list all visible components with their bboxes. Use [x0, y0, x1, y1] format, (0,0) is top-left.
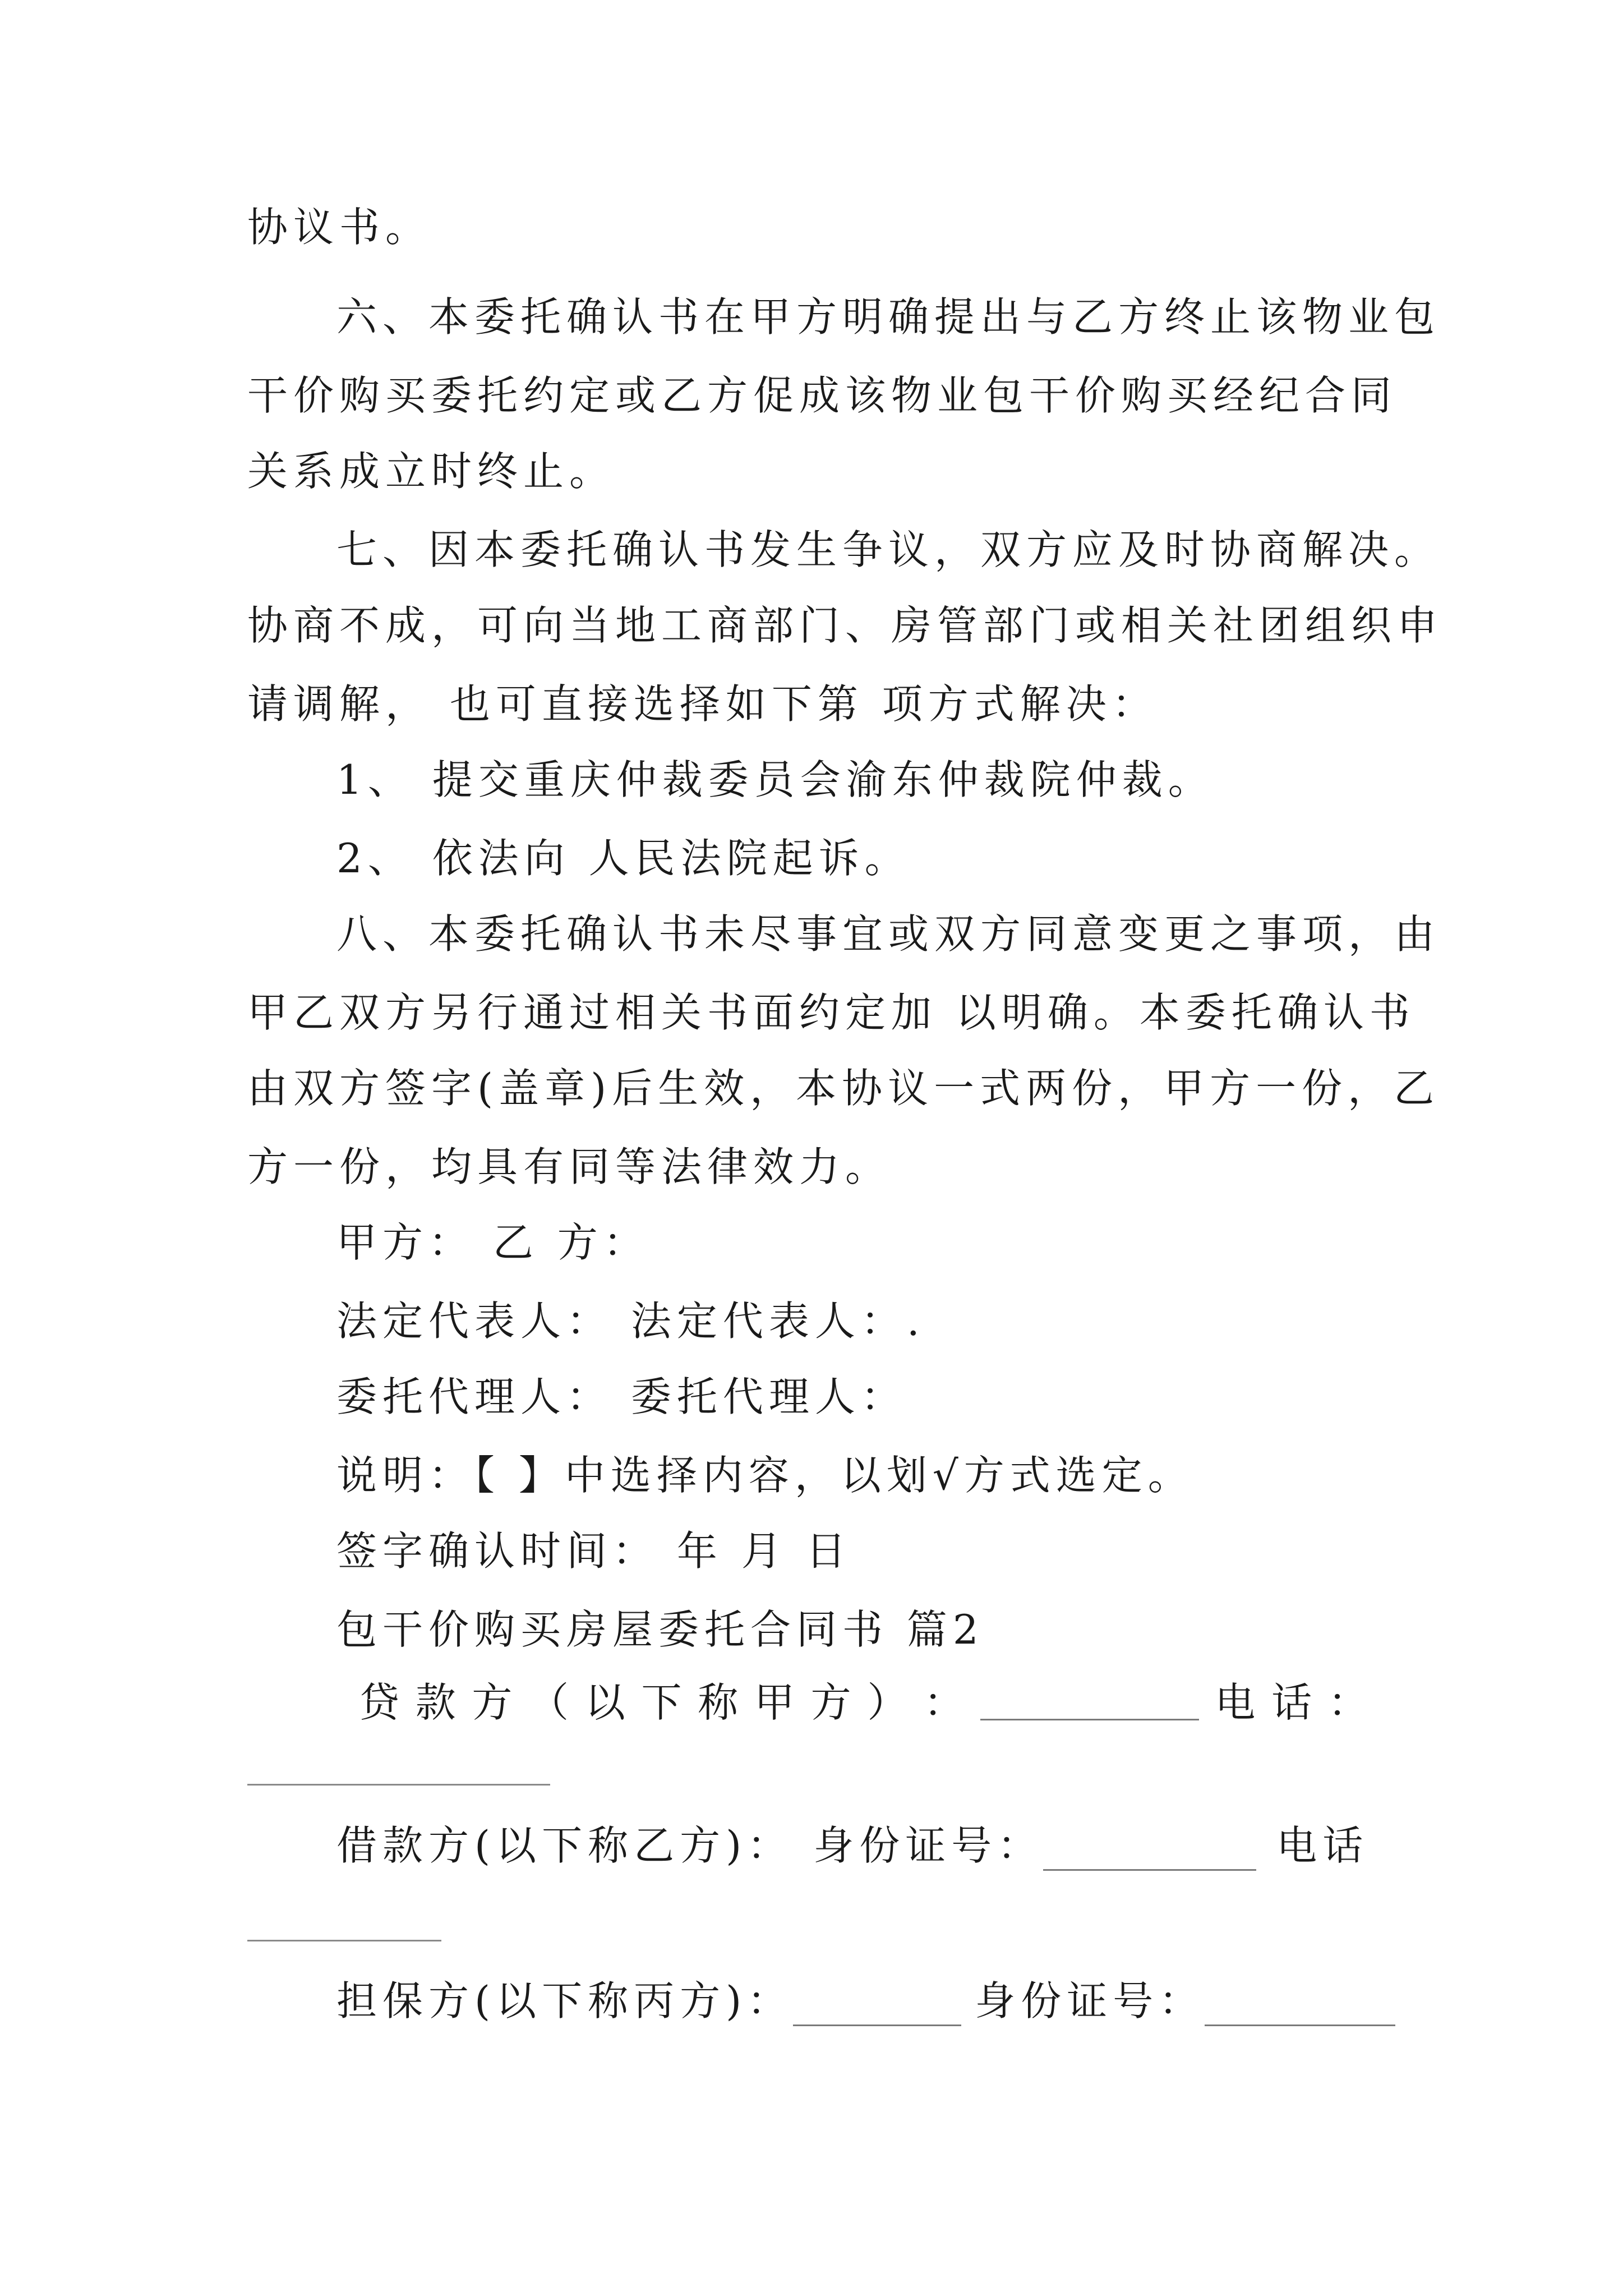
section-title: 包干价购买房屋委托合同书 篇2 [336, 1606, 984, 1653]
borrower-id-blank [1043, 1835, 1256, 1871]
legal-representative-line: 法定代表人： 法定代表人：. [336, 1297, 925, 1345]
lender-char: 下 [641, 1679, 682, 1726]
lender-line [359, 1677, 1368, 1728]
borrower-phone-label: 电话 [1276, 1822, 1369, 1869]
lender-char: 方 [810, 1679, 851, 1726]
lender-char: ： [924, 1679, 965, 1726]
lender-char: 甲 [754, 1679, 795, 1726]
lender-phone-blank [247, 1784, 550, 1786]
clause-8-line-4: 方一份，均具有同等法律效力。 [247, 1143, 892, 1190]
lender-phone-char: ： [1327, 1679, 1368, 1726]
authorized-agent-line: 委托代理人： 委托代理人： [336, 1373, 907, 1420]
clause-6-line-3: 关系成立时终止。 [247, 448, 616, 495]
clause-7-line-1: 七、因本委托确认书发生争议，双方应及时协商解决。 [336, 526, 1441, 573]
option-1-line: 1、 提交重庆仲裁委员会渝东仲裁院仲裁。 [336, 756, 1214, 803]
clause-7-line-2: 协商不成，可向当地工商部门、房管部门或相关社团组织申 [247, 602, 1444, 649]
borrower-phone-blank [247, 1940, 441, 1941]
clause-7-line-3: 请调解， 也可直接选择如下第 项方式解决： [247, 680, 1158, 728]
clause-8-line-3: 由双方签字(盖章)后生效，本协议一式两份，甲方一份，乙 [247, 1065, 1440, 1112]
clause-8-line-2: 甲乙双方另行通过相关书面约定加 以明确。本委托确认书 [247, 989, 1415, 1036]
lender-char: 以 [584, 1679, 625, 1726]
borrower-line [336, 1820, 1368, 1871]
guarantor-name-blank [793, 1991, 961, 2026]
paragraph-line: 协议书。 [247, 204, 432, 251]
lender-char: 称 [698, 1679, 739, 1726]
note-line: 说明：【 】中选择内容，以划√方式选定。 [336, 1452, 1194, 1499]
lender-phone-char: 话 [1271, 1679, 1312, 1726]
lender-char: 方 [472, 1679, 513, 1726]
lender-name-blank [980, 1685, 1199, 1720]
guarantor-label: 担保方(以下称丙方)： [336, 1977, 794, 2024]
lender-char: （ [528, 1679, 569, 1726]
lender-char: 贷 [359, 1679, 400, 1726]
guarantor-line [336, 1976, 1395, 2026]
signature-parties-line: 甲方： 乙 方： [336, 1219, 649, 1266]
borrower-id-label: 身份证号： [813, 1822, 1044, 1869]
lender-char: 款 [415, 1679, 456, 1726]
clause-6-line-1: 六、本委托确认书在甲方明确提出与乙方终止该物业包 [336, 293, 1441, 341]
guarantor-id-label: 身份证号： [975, 1977, 1205, 2024]
option-2-line: 2、 依法向 人民法院起诉。 [336, 835, 911, 882]
guarantor-id-blank [1205, 1991, 1395, 2026]
signing-date-line: 签字确认时间： 年 月 日 [336, 1527, 852, 1575]
borrower-label: 借款方(以下称乙方)： [336, 1822, 794, 1869]
clause-6-line-2: 干价购买委托约定或乙方促成该物业包干价购买经纪合同 [247, 372, 1398, 419]
lender-char: ） [867, 1679, 908, 1726]
lender-phone-char: 电 [1215, 1679, 1256, 1726]
clause-8-line-1: 八、本委托确认书未尽事宜或双方同意变更之事项，由 [336, 910, 1441, 958]
